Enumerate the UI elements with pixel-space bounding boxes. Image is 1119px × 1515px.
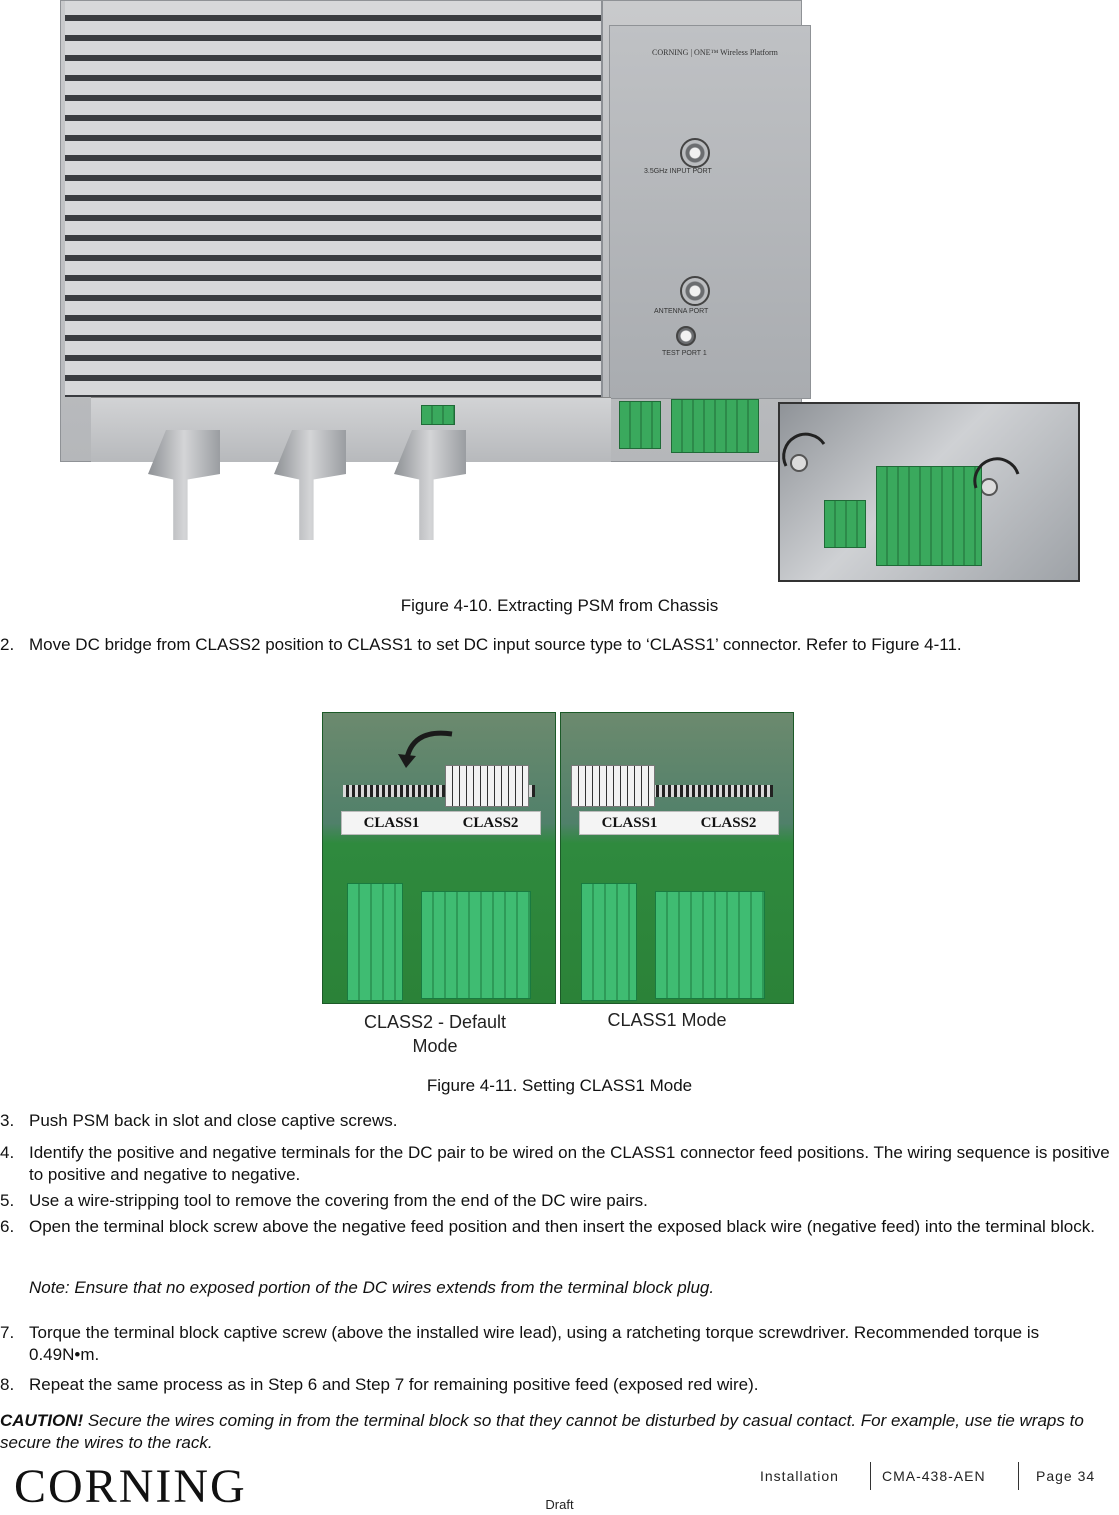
step-5: [0, 1190, 1119, 1212]
draft-watermark: Draft: [545, 1497, 574, 1512]
step-text: Move DC bridge from CLASS2 position to CLASS1 to set DC input source type to ‘CLASS1’ connector. Refer to Figure 4-11.: [29, 635, 962, 654]
panel-brand-text: CORNING | ONE™ Wireless Platform: [652, 48, 778, 57]
input-port-label: 3.5GHz INPUT PORT: [644, 168, 712, 175]
figure-4-11-caption: Figure 4-11. Setting CLASS1 Mode: [426, 1076, 693, 1095]
step-number: 2.: [0, 635, 15, 654]
antenna-port-label: ANTENNA PORT: [654, 308, 709, 315]
note-text: Note: Ensure that no exposed portion of the DC wires extends from the terminal block plug.: [29, 1278, 715, 1297]
board-class1-mode: [560, 712, 794, 1004]
step-text: Identify the positive and negative terminals for the DC pair to be wired on the CLASS1 connector feed positions. The wiring sequence is positive to positive and negative to negative.: [29, 1143, 1110, 1184]
antenna-port-connector: [680, 276, 710, 306]
step-text: Repeat the same process as in Step 6 and Step 7 for remaining positive feed (exposed red wire).: [29, 1375, 759, 1394]
figure-4-11-image: [320, 712, 806, 1060]
figure-4-10-caption: Figure 4-10. Extracting PSM from Chassis: [400, 596, 719, 615]
class1-mode-label: CLASS1 Mode: [607, 1010, 727, 1030]
dc-bridge-jumper: [571, 765, 655, 807]
class2-label: CLASS2: [700, 814, 757, 831]
figure-4-10-image: [48, 0, 1088, 582]
psm-closeup-inset: [778, 402, 1080, 582]
rotate-arrow-icons: [780, 404, 1078, 580]
step-text: Push PSM back in slot and close captive screws.: [29, 1111, 398, 1130]
footer-section: Installation: [760, 1468, 839, 1484]
step-number: 6.: [0, 1217, 15, 1236]
test-port-connector: [676, 326, 696, 346]
corning-logo: CORNING: [14, 1460, 247, 1513]
step-number: 5.: [0, 1191, 15, 1210]
terminal-block: [655, 891, 765, 999]
footer-page-number: Page 34: [1036, 1468, 1096, 1484]
rf-port-panel: [609, 25, 811, 399]
step-8: [0, 1374, 1119, 1396]
step-2: [0, 634, 1119, 682]
move-arrow-icon: [396, 720, 466, 770]
class-label-strip: [341, 811, 541, 835]
step-number: 7.: [0, 1323, 15, 1342]
class-label-strip: [579, 811, 779, 835]
footer-divider: [870, 1462, 871, 1490]
terminal-block: [421, 891, 531, 999]
step-3: [0, 1110, 1119, 1132]
chassis-vent-grille: [65, 1, 603, 397]
footer-divider: [1018, 1462, 1019, 1490]
class1-label: CLASS1: [601, 814, 658, 831]
step-4: [0, 1142, 1119, 1186]
step-6: [0, 1216, 1119, 1260]
test-port-label: TEST PORT 1: [662, 350, 707, 357]
step-number: 8.: [0, 1375, 15, 1394]
dc-input-connector: [347, 883, 403, 1001]
dc-bridge-jumper: [445, 765, 529, 807]
step-text: Torque the terminal block captive screw (above the installed wire lead), using a ratcheting torque screwdriver. Recommended torque is 0.49N•m.: [29, 1323, 1040, 1364]
footer-doc-id: CMA-438-AEN: [882, 1468, 986, 1484]
caution-label: CAUTION!: [0, 1411, 84, 1430]
class2-label: CLASS2: [462, 814, 519, 831]
step-7: [0, 1322, 1119, 1366]
caution-block: [0, 1410, 1110, 1454]
step-number: 3.: [0, 1111, 15, 1130]
dc-input-connector: [581, 883, 637, 1001]
psm-terminal-block: [671, 399, 759, 453]
step-text: Use a wire-stripping tool to remove the covering from the end of the DC wire pairs.: [29, 1191, 648, 1210]
class2-default-mode-label: CLASS2 - Default Mode: [363, 1012, 507, 1056]
class1-label: CLASS1: [363, 814, 420, 831]
caution-text: Secure the wires coming in from the terminal block so that they cannot be disturbed by casual contact. For example, use tie wraps to secure the wires to the rack.: [0, 1411, 1084, 1452]
step-text: Open the terminal block screw above the negative feed position and then insert the exposed black wire (negative feed) into the terminal block.: [29, 1217, 1095, 1236]
psm-dc-connector: [619, 401, 661, 449]
step-number: 4.: [0, 1143, 15, 1162]
front-terminal-block: [421, 405, 455, 425]
input-port-connector: [680, 138, 710, 168]
chassis-photo: [60, 0, 802, 462]
